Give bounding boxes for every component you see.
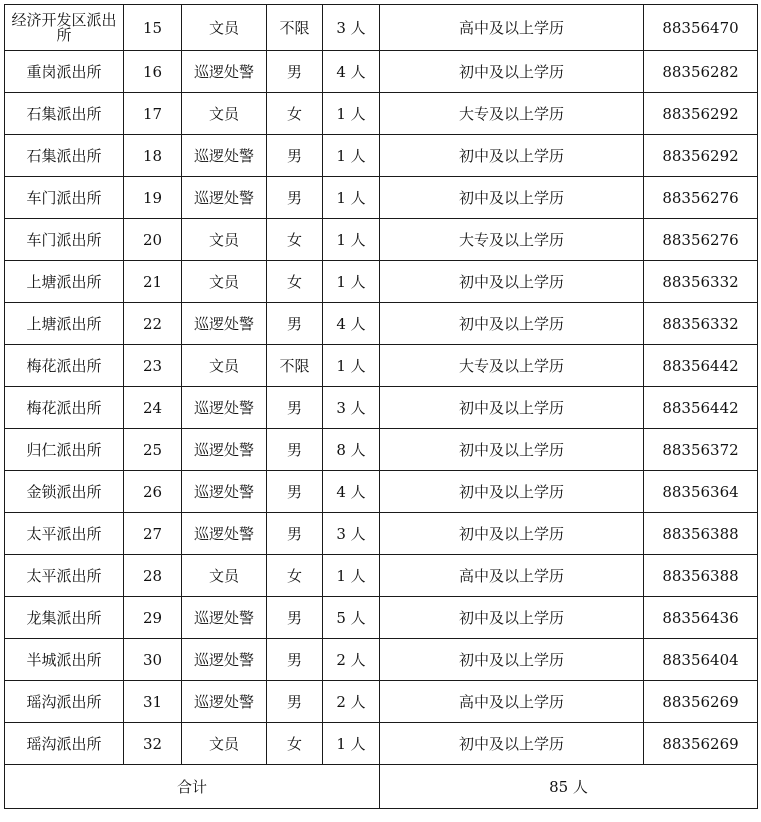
cell-headcount: 2 人 bbox=[323, 681, 380, 723]
cell-position-number: 15 bbox=[124, 5, 182, 51]
table-row bbox=[5, 555, 758, 597]
cell-gender: 女 bbox=[267, 219, 323, 261]
cell-position-number: 24 bbox=[124, 387, 182, 429]
cell-headcount: 2 人 bbox=[323, 639, 380, 681]
cell-phone: 88356292 bbox=[644, 135, 758, 177]
cell-position-number: 23 bbox=[124, 345, 182, 387]
cell-position: 巡逻处警 bbox=[182, 429, 267, 471]
cell-position-number: 17 bbox=[124, 93, 182, 135]
cell-phone: 88356388 bbox=[644, 513, 758, 555]
cell-phone: 88356276 bbox=[644, 177, 758, 219]
table-row bbox=[5, 303, 758, 345]
cell-position: 文员 bbox=[182, 219, 267, 261]
cell-gender: 女 bbox=[267, 93, 323, 135]
table-row bbox=[5, 639, 758, 681]
cell-phone: 88356442 bbox=[644, 387, 758, 429]
table-row bbox=[5, 135, 758, 177]
cell-headcount: 1 人 bbox=[323, 135, 380, 177]
cell-position-number: 28 bbox=[124, 555, 182, 597]
table-row bbox=[5, 219, 758, 261]
cell-gender: 男 bbox=[267, 597, 323, 639]
cell-gender: 男 bbox=[267, 639, 323, 681]
cell-unit: 石集派出所 bbox=[5, 93, 124, 135]
cell-unit: 梅花派出所 bbox=[5, 345, 124, 387]
cell-education: 初中及以上学历 bbox=[380, 597, 644, 639]
cell-gender: 不限 bbox=[267, 5, 323, 51]
cell-position-number: 16 bbox=[124, 51, 182, 93]
cell-position: 巡逻处警 bbox=[182, 135, 267, 177]
cell-phone: 88356332 bbox=[644, 303, 758, 345]
cell-education: 高中及以上学历 bbox=[380, 681, 644, 723]
cell-unit: 金锁派出所 bbox=[5, 471, 124, 513]
cell-gender: 男 bbox=[267, 471, 323, 513]
cell-education: 大专及以上学历 bbox=[380, 93, 644, 135]
cell-phone: 88356276 bbox=[644, 219, 758, 261]
cell-education: 初中及以上学历 bbox=[380, 513, 644, 555]
table-row bbox=[5, 597, 758, 639]
cell-position: 巡逻处警 bbox=[182, 681, 267, 723]
cell-gender: 不限 bbox=[267, 345, 323, 387]
cell-education: 初中及以上学历 bbox=[380, 303, 644, 345]
cell-position-number: 21 bbox=[124, 261, 182, 303]
cell-gender: 男 bbox=[267, 429, 323, 471]
cell-unit: 龙集派出所 bbox=[5, 597, 124, 639]
cell-headcount: 1 人 bbox=[323, 219, 380, 261]
cell-education: 大专及以上学历 bbox=[380, 219, 644, 261]
table-row bbox=[5, 513, 758, 555]
cell-position: 巡逻处警 bbox=[182, 303, 267, 345]
cell-unit: 重岗派出所 bbox=[5, 51, 124, 93]
cell-unit: 半城派出所 bbox=[5, 639, 124, 681]
cell-position: 巡逻处警 bbox=[182, 471, 267, 513]
table-row bbox=[5, 177, 758, 219]
cell-gender: 男 bbox=[267, 387, 323, 429]
cell-headcount: 1 人 bbox=[323, 177, 380, 219]
cell-unit: 瑶沟派出所 bbox=[5, 681, 124, 723]
cell-phone: 88356292 bbox=[644, 93, 758, 135]
table-row bbox=[5, 345, 758, 387]
cell-position: 文员 bbox=[182, 723, 267, 765]
cell-headcount: 4 人 bbox=[323, 303, 380, 345]
cell-phone: 88356436 bbox=[644, 597, 758, 639]
cell-headcount: 1 人 bbox=[323, 723, 380, 765]
cell-unit: 太平派出所 bbox=[5, 555, 124, 597]
table-row bbox=[5, 51, 758, 93]
cell-gender: 男 bbox=[267, 303, 323, 345]
cell-education: 初中及以上学历 bbox=[380, 387, 644, 429]
cell-position-number: 27 bbox=[124, 513, 182, 555]
cell-position-number: 25 bbox=[124, 429, 182, 471]
table-row bbox=[5, 429, 758, 471]
cell-unit: 经济开发区派出所 bbox=[5, 5, 124, 51]
cell-headcount: 3 人 bbox=[323, 387, 380, 429]
cell-headcount: 1 人 bbox=[323, 261, 380, 303]
table-row bbox=[5, 723, 758, 765]
cell-headcount: 4 人 bbox=[323, 471, 380, 513]
cell-headcount: 8 人 bbox=[323, 429, 380, 471]
cell-position: 文员 bbox=[182, 5, 267, 51]
cell-position: 巡逻处警 bbox=[182, 639, 267, 681]
cell-position-number: 19 bbox=[124, 177, 182, 219]
table-row bbox=[5, 261, 758, 303]
cell-position: 文员 bbox=[182, 345, 267, 387]
cell-position: 巡逻处警 bbox=[182, 513, 267, 555]
cell-phone: 88356442 bbox=[644, 345, 758, 387]
cell-education: 初中及以上学历 bbox=[380, 471, 644, 513]
table-row bbox=[5, 5, 758, 51]
table-body bbox=[5, 5, 758, 765]
cell-position-number: 20 bbox=[124, 219, 182, 261]
table-row bbox=[5, 387, 758, 429]
table-row bbox=[5, 471, 758, 513]
cell-gender: 男 bbox=[267, 51, 323, 93]
cell-position-number: 30 bbox=[124, 639, 182, 681]
cell-unit: 石集派出所 bbox=[5, 135, 124, 177]
total-row bbox=[5, 765, 758, 809]
cell-position: 文员 bbox=[182, 555, 267, 597]
cell-position: 巡逻处警 bbox=[182, 387, 267, 429]
cell-education: 高中及以上学历 bbox=[380, 555, 644, 597]
cell-phone: 88356332 bbox=[644, 261, 758, 303]
cell-education: 初中及以上学历 bbox=[380, 429, 644, 471]
cell-position-number: 18 bbox=[124, 135, 182, 177]
cell-position: 文员 bbox=[182, 261, 267, 303]
cell-headcount: 1 人 bbox=[323, 345, 380, 387]
recruitment-table bbox=[4, 4, 758, 809]
cell-education: 大专及以上学历 bbox=[380, 345, 644, 387]
cell-unit: 车门派出所 bbox=[5, 177, 124, 219]
cell-position: 巡逻处警 bbox=[182, 177, 267, 219]
cell-unit: 车门派出所 bbox=[5, 219, 124, 261]
cell-headcount: 4 人 bbox=[323, 51, 380, 93]
cell-position: 巡逻处警 bbox=[182, 51, 267, 93]
cell-gender: 女 bbox=[267, 555, 323, 597]
total-label: 合计 bbox=[5, 765, 380, 809]
table-row bbox=[5, 93, 758, 135]
cell-phone: 88356269 bbox=[644, 723, 758, 765]
cell-position-number: 26 bbox=[124, 471, 182, 513]
cell-phone: 88356282 bbox=[644, 51, 758, 93]
cell-position-number: 22 bbox=[124, 303, 182, 345]
cell-gender: 男 bbox=[267, 135, 323, 177]
cell-phone: 88356388 bbox=[644, 555, 758, 597]
cell-education: 初中及以上学历 bbox=[380, 723, 644, 765]
cell-education: 初中及以上学历 bbox=[380, 51, 644, 93]
table-row bbox=[5, 681, 758, 723]
cell-headcount: 3 人 bbox=[323, 513, 380, 555]
cell-phone: 88356269 bbox=[644, 681, 758, 723]
cell-unit: 瑶沟派出所 bbox=[5, 723, 124, 765]
cell-education: 初中及以上学历 bbox=[380, 177, 644, 219]
cell-education: 初中及以上学历 bbox=[380, 261, 644, 303]
cell-unit: 上塘派出所 bbox=[5, 261, 124, 303]
cell-phone: 88356470 bbox=[644, 5, 758, 51]
cell-headcount: 5 人 bbox=[323, 597, 380, 639]
cell-phone: 88356404 bbox=[644, 639, 758, 681]
cell-phone: 88356364 bbox=[644, 471, 758, 513]
total-value: 85 人 bbox=[380, 765, 758, 809]
cell-position-number: 29 bbox=[124, 597, 182, 639]
cell-gender: 女 bbox=[267, 723, 323, 765]
cell-position: 巡逻处警 bbox=[182, 597, 267, 639]
cell-unit: 归仁派出所 bbox=[5, 429, 124, 471]
cell-education: 初中及以上学历 bbox=[380, 135, 644, 177]
cell-position: 文员 bbox=[182, 93, 267, 135]
cell-position-number: 32 bbox=[124, 723, 182, 765]
cell-unit: 梅花派出所 bbox=[5, 387, 124, 429]
cell-headcount: 1 人 bbox=[323, 93, 380, 135]
cell-gender: 男 bbox=[267, 681, 323, 723]
cell-position-number: 31 bbox=[124, 681, 182, 723]
cell-phone: 88356372 bbox=[644, 429, 758, 471]
cell-headcount: 3 人 bbox=[323, 5, 380, 51]
cell-gender: 男 bbox=[267, 177, 323, 219]
cell-gender: 女 bbox=[267, 261, 323, 303]
cell-gender: 男 bbox=[267, 513, 323, 555]
cell-unit: 太平派出所 bbox=[5, 513, 124, 555]
cell-unit: 上塘派出所 bbox=[5, 303, 124, 345]
cell-education: 初中及以上学历 bbox=[380, 639, 644, 681]
cell-headcount: 1 人 bbox=[323, 555, 380, 597]
cell-education: 高中及以上学历 bbox=[380, 5, 644, 51]
